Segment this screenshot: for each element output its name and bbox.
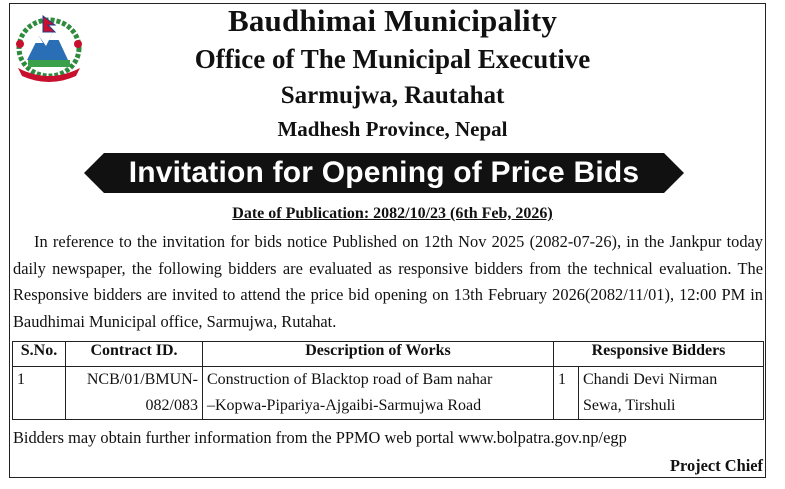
notice-paragraph: In reference to the invitation for bids notice Published on 12th Nov 2025 (2082-07-26), in the Jankpur today daily newspaper, the following bidders are evaluated as responsive bidders from the technical evaluation. The Responsive bidders are invited to attend the price bid opening on 13th February 2026(2082/11/01), 12:00 PM in Baudhimai Municipal office, Sarmujwa, Rutahat. [13,232,763,331]
table-row [13,367,764,420]
title-banner [84,152,684,194]
bidder-line: Sewa, Tirshuli [583,397,676,414]
further-info-note: Bidders may obtain further information from the PPMO web portal www.bolpatra.gov.np/egp [13,428,627,447]
cell-bidder-number: 1 [554,367,579,420]
cell-bidder-name [579,367,764,420]
publication-date: Date of Publication: 2082/10/23 (6th Feb, 2026) [232,205,553,222]
header-responsive-bidders: Responsive Bidders [554,342,764,367]
office-location: Sarmujwa, Rautahat [280,82,505,109]
province-name: Madhesh Province, Nepal [277,117,508,141]
signature-title: Project Chief [670,456,763,475]
cell-contract-id [66,367,203,420]
table-header-row [13,342,764,367]
description-line: –Kopwa-Pipariya-Ajgaibi-Sarmujwa Road [207,397,482,414]
contract-id-line: NCB/01/BMUN- [86,371,198,388]
header-description: Description of Works [203,342,554,367]
bidders-table [12,341,764,420]
office-name: Office of The Municipal Executive [194,44,591,74]
contract-id-line: 082/083 [145,397,198,414]
header-contract-id: Contract ID. [66,342,203,367]
description-line: Construction of Blacktop road of Bam nahar [207,371,493,388]
municipality-name: Baudhimai Municipality [227,3,558,38]
cell-description [203,367,554,420]
cell-sno: 1 [13,367,66,420]
bidder-line: Chandi Devi Nirman [583,371,718,388]
banner-title: Invitation for Opening of Price Bids [128,156,640,189]
header-sno: S.No. [13,342,66,367]
